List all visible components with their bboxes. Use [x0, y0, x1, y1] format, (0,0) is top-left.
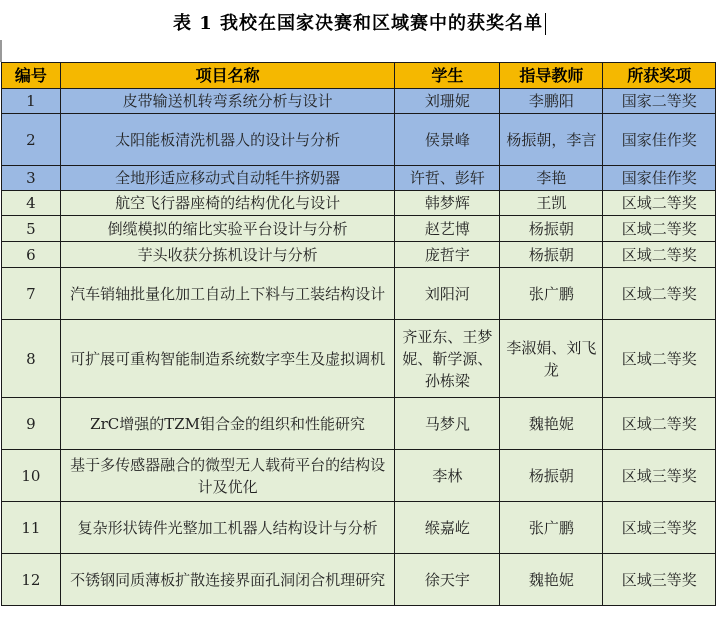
- table-row: [2, 502, 716, 554]
- cell-student: 许哲、彭轩: [395, 166, 500, 191]
- header-project-name: 项目名称: [60, 63, 394, 89]
- cell-project-name: 不锈钢同质薄板扩散连接界面孔洞闭合机理研究: [60, 554, 394, 606]
- cell-project-name: 汽车销轴批量化加工自动上下料与工装结构设计: [60, 268, 394, 320]
- header-award: 所获奖项: [603, 63, 716, 89]
- cell-no: 8: [2, 320, 61, 398]
- cell-award: 区域三等奖: [603, 502, 716, 554]
- cell-no: 10: [2, 450, 61, 502]
- cell-advisor: 杨振朝: [500, 216, 603, 242]
- table-row: [2, 166, 716, 191]
- cell-student: 赵艺博: [395, 216, 500, 242]
- awards-table: [1, 62, 716, 606]
- cell-award: 区域二等奖: [603, 242, 716, 268]
- cell-advisor: 杨振朝: [500, 242, 603, 268]
- cell-award: 区域二等奖: [603, 191, 716, 216]
- table-title-text: 表 1 我校在国家决赛和区域赛中的获奖名单: [172, 13, 544, 34]
- header-advisor: 指导教师: [500, 63, 603, 89]
- cell-student: 刘阳河: [395, 268, 500, 320]
- cell-no: 2: [2, 114, 61, 166]
- cell-student: 庞哲宇: [395, 242, 500, 268]
- cell-student: 李林: [395, 450, 500, 502]
- cell-award: 区域二等奖: [603, 320, 716, 398]
- cell-award: 国家佳作奖: [603, 114, 716, 166]
- cell-project-name: ZrC增强的TZM钼合金的组织和性能研究: [60, 398, 394, 450]
- cell-no: 1: [2, 89, 61, 114]
- table-row: [2, 114, 716, 166]
- margin-line: [0, 40, 2, 62]
- cell-advisor: 王凯: [500, 191, 603, 216]
- cell-project-name: 倒缆模拟的缩比实验平台设计与分析: [60, 216, 394, 242]
- table-row: [2, 268, 716, 320]
- table-title: [0, 9, 719, 35]
- cell-project-name: 航空飞行器座椅的结构优化与设计: [60, 191, 394, 216]
- table-row: [2, 242, 716, 268]
- cell-no: 4: [2, 191, 61, 216]
- cell-advisor: 张广鹏: [500, 268, 603, 320]
- table-row: [2, 216, 716, 242]
- cell-project-name: 全地形适应移动式自动牦牛挤奶器: [60, 166, 394, 191]
- table-row: [2, 450, 716, 502]
- cell-award: 区域二等奖: [603, 398, 716, 450]
- cell-student: 缑嘉屹: [395, 502, 500, 554]
- cell-advisor: 魏艳妮: [500, 398, 603, 450]
- cell-advisor: 李鹏阳: [500, 89, 603, 114]
- cell-no: 3: [2, 166, 61, 191]
- table-row: [2, 398, 716, 450]
- cell-student: 马梦凡: [395, 398, 500, 450]
- cell-project-name: 芋头收获分拣机设计与分析: [60, 242, 394, 268]
- table-row: [2, 191, 716, 216]
- cell-award: 国家二等奖: [603, 89, 716, 114]
- cell-advisor: 李艳: [500, 166, 603, 191]
- cell-no: 11: [2, 502, 61, 554]
- cell-no: 6: [2, 242, 61, 268]
- cell-project-name: 复杂形状铸件光整加工机器人结构设计与分析: [60, 502, 394, 554]
- cell-no: 7: [2, 268, 61, 320]
- cell-project-name: 太阳能板清洗机器人的设计与分析: [60, 114, 394, 166]
- cell-award: 区域三等奖: [603, 554, 716, 606]
- table-row: [2, 320, 716, 398]
- text-cursor: [545, 13, 546, 35]
- cell-student: 徐天宇: [395, 554, 500, 606]
- table-row: [2, 89, 716, 114]
- cell-award: 区域二等奖: [603, 268, 716, 320]
- cell-student: 韩梦辉: [395, 191, 500, 216]
- cell-advisor: 魏艳妮: [500, 554, 603, 606]
- cell-project-name: 皮带输送机转弯系统分析与设计: [60, 89, 394, 114]
- cell-no: 12: [2, 554, 61, 606]
- cell-award: 区域二等奖: [603, 216, 716, 242]
- header-row: [2, 63, 716, 89]
- header-student: 学生: [395, 63, 500, 89]
- cell-no: 9: [2, 398, 61, 450]
- cell-advisor: 杨振朝，李言: [500, 114, 603, 166]
- cell-student: 齐亚东、王梦妮、靳学源、孙栋梁: [395, 320, 500, 398]
- header-no: 编号: [2, 63, 61, 89]
- cell-advisor: 张广鹏: [500, 502, 603, 554]
- table-row: [2, 554, 716, 606]
- cell-advisor: 杨振朝: [500, 450, 603, 502]
- cell-student: 侯景峰: [395, 114, 500, 166]
- cell-award: 国家佳作奖: [603, 166, 716, 191]
- cell-project-name: 可扩展可重构智能制造系统数字孪生及虚拟调机: [60, 320, 394, 398]
- cell-no: 5: [2, 216, 61, 242]
- cell-project-name: 基于多传感器融合的微型无人载荷平台的结构设计及优化: [60, 450, 394, 502]
- cell-advisor: 李淑娟、刘飞龙: [500, 320, 603, 398]
- cell-award: 区域三等奖: [603, 450, 716, 502]
- cell-student: 刘珊妮: [395, 89, 500, 114]
